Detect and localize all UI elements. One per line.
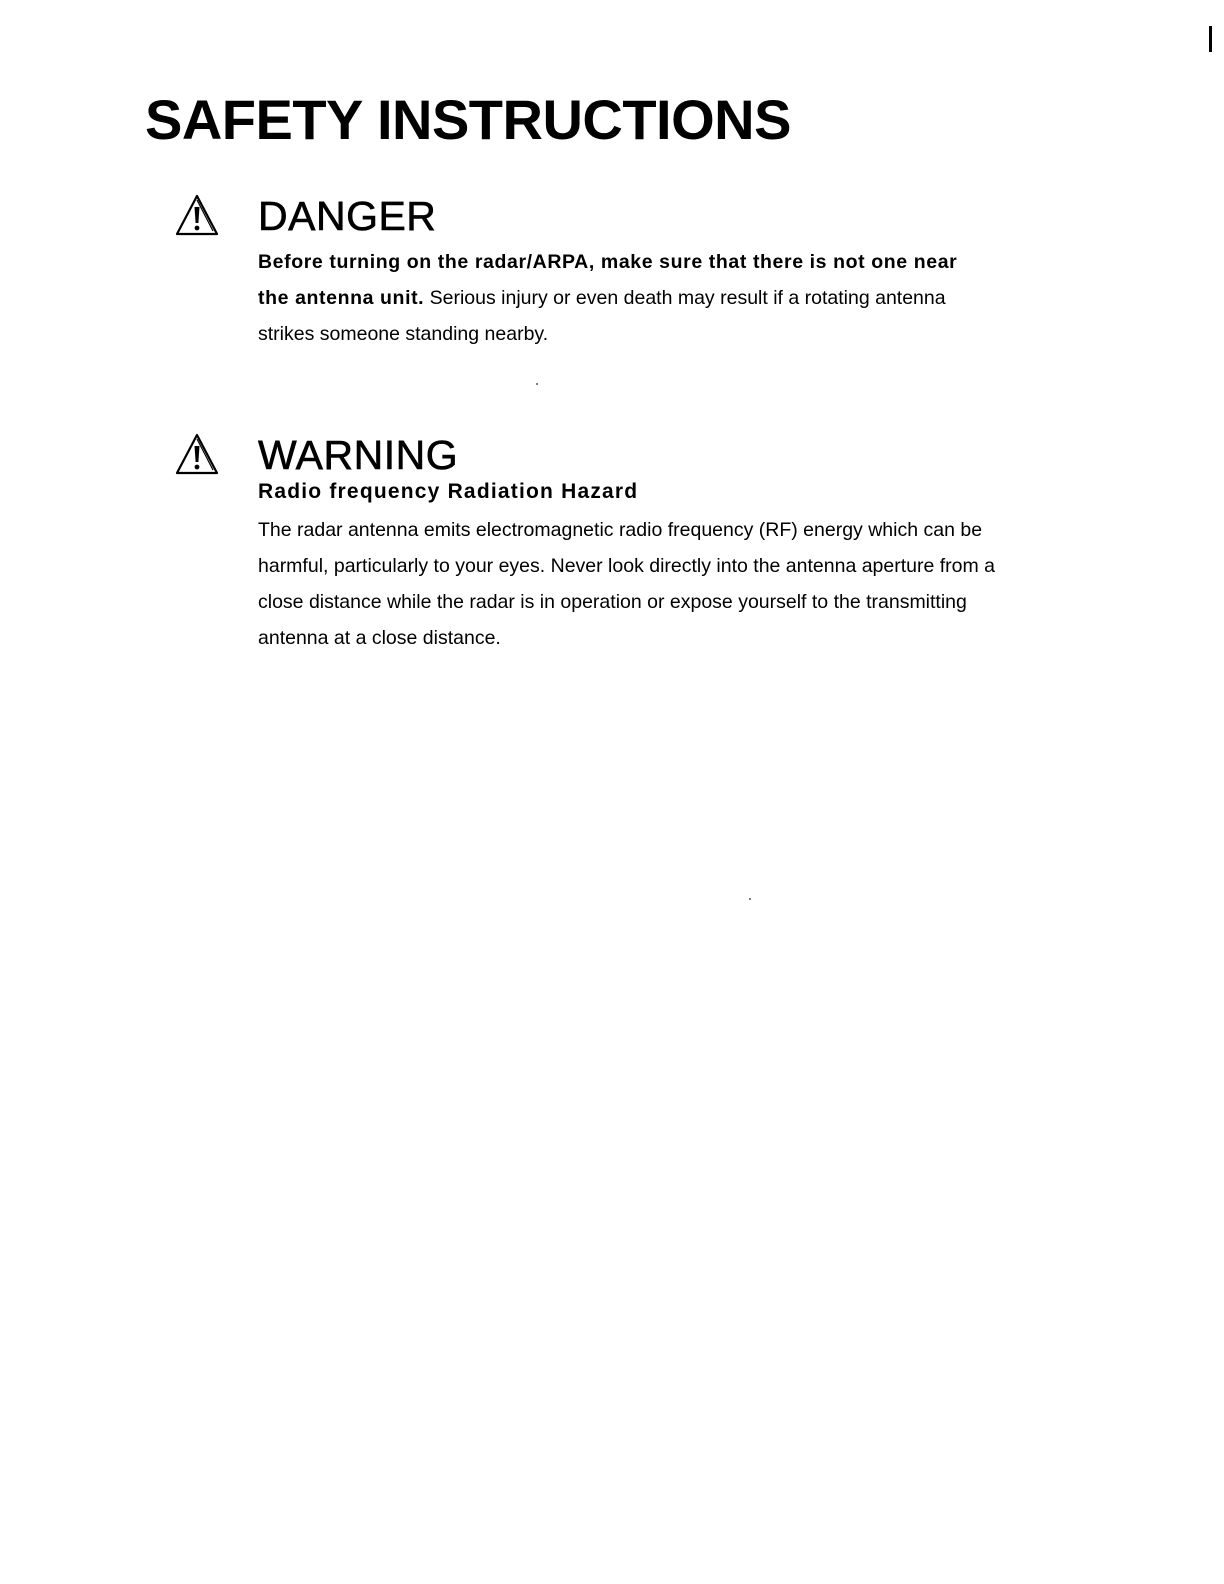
danger-text-line: Before turning on the radar/ARPA, make sure that there is not one near bbox=[258, 251, 958, 273]
scan-speck bbox=[749, 898, 751, 900]
danger-text-rest: Serious injury or even death may result if a rotating antenna bbox=[424, 287, 946, 309]
warning-triangle-icon bbox=[174, 432, 220, 478]
warning-text bbox=[258, 512, 1058, 656]
warning-heading: WARNING bbox=[258, 432, 459, 478]
scan-speck bbox=[536, 383, 538, 385]
warning-subheading: Radio frequency Radiation Hazard bbox=[258, 480, 639, 503]
danger-heading: DANGER bbox=[258, 193, 437, 239]
page-edge-mark bbox=[1209, 26, 1212, 52]
warning-text-line: harmful, particularly to your eyes. Never look directly into the antenna aperture from a bbox=[258, 555, 996, 577]
warning-text-line: close distance while the radar is in operation or expose yourself to the transmitting bbox=[258, 591, 967, 613]
warning-text-line: antenna at a close distance. bbox=[258, 627, 501, 649]
danger-text-line bbox=[258, 280, 1058, 316]
page-title: SAFETY INSTRUCTIONS bbox=[145, 88, 791, 151]
danger-text-line: strikes someone standing nearby. bbox=[258, 323, 549, 345]
danger-text bbox=[258, 244, 1058, 352]
warning-text-line: The radar antenna emits electromagnetic radio frequency (RF) energy which can be bbox=[258, 519, 983, 541]
danger-text-lead: the antenna unit. bbox=[258, 287, 425, 309]
warning-triangle-icon bbox=[174, 193, 220, 239]
